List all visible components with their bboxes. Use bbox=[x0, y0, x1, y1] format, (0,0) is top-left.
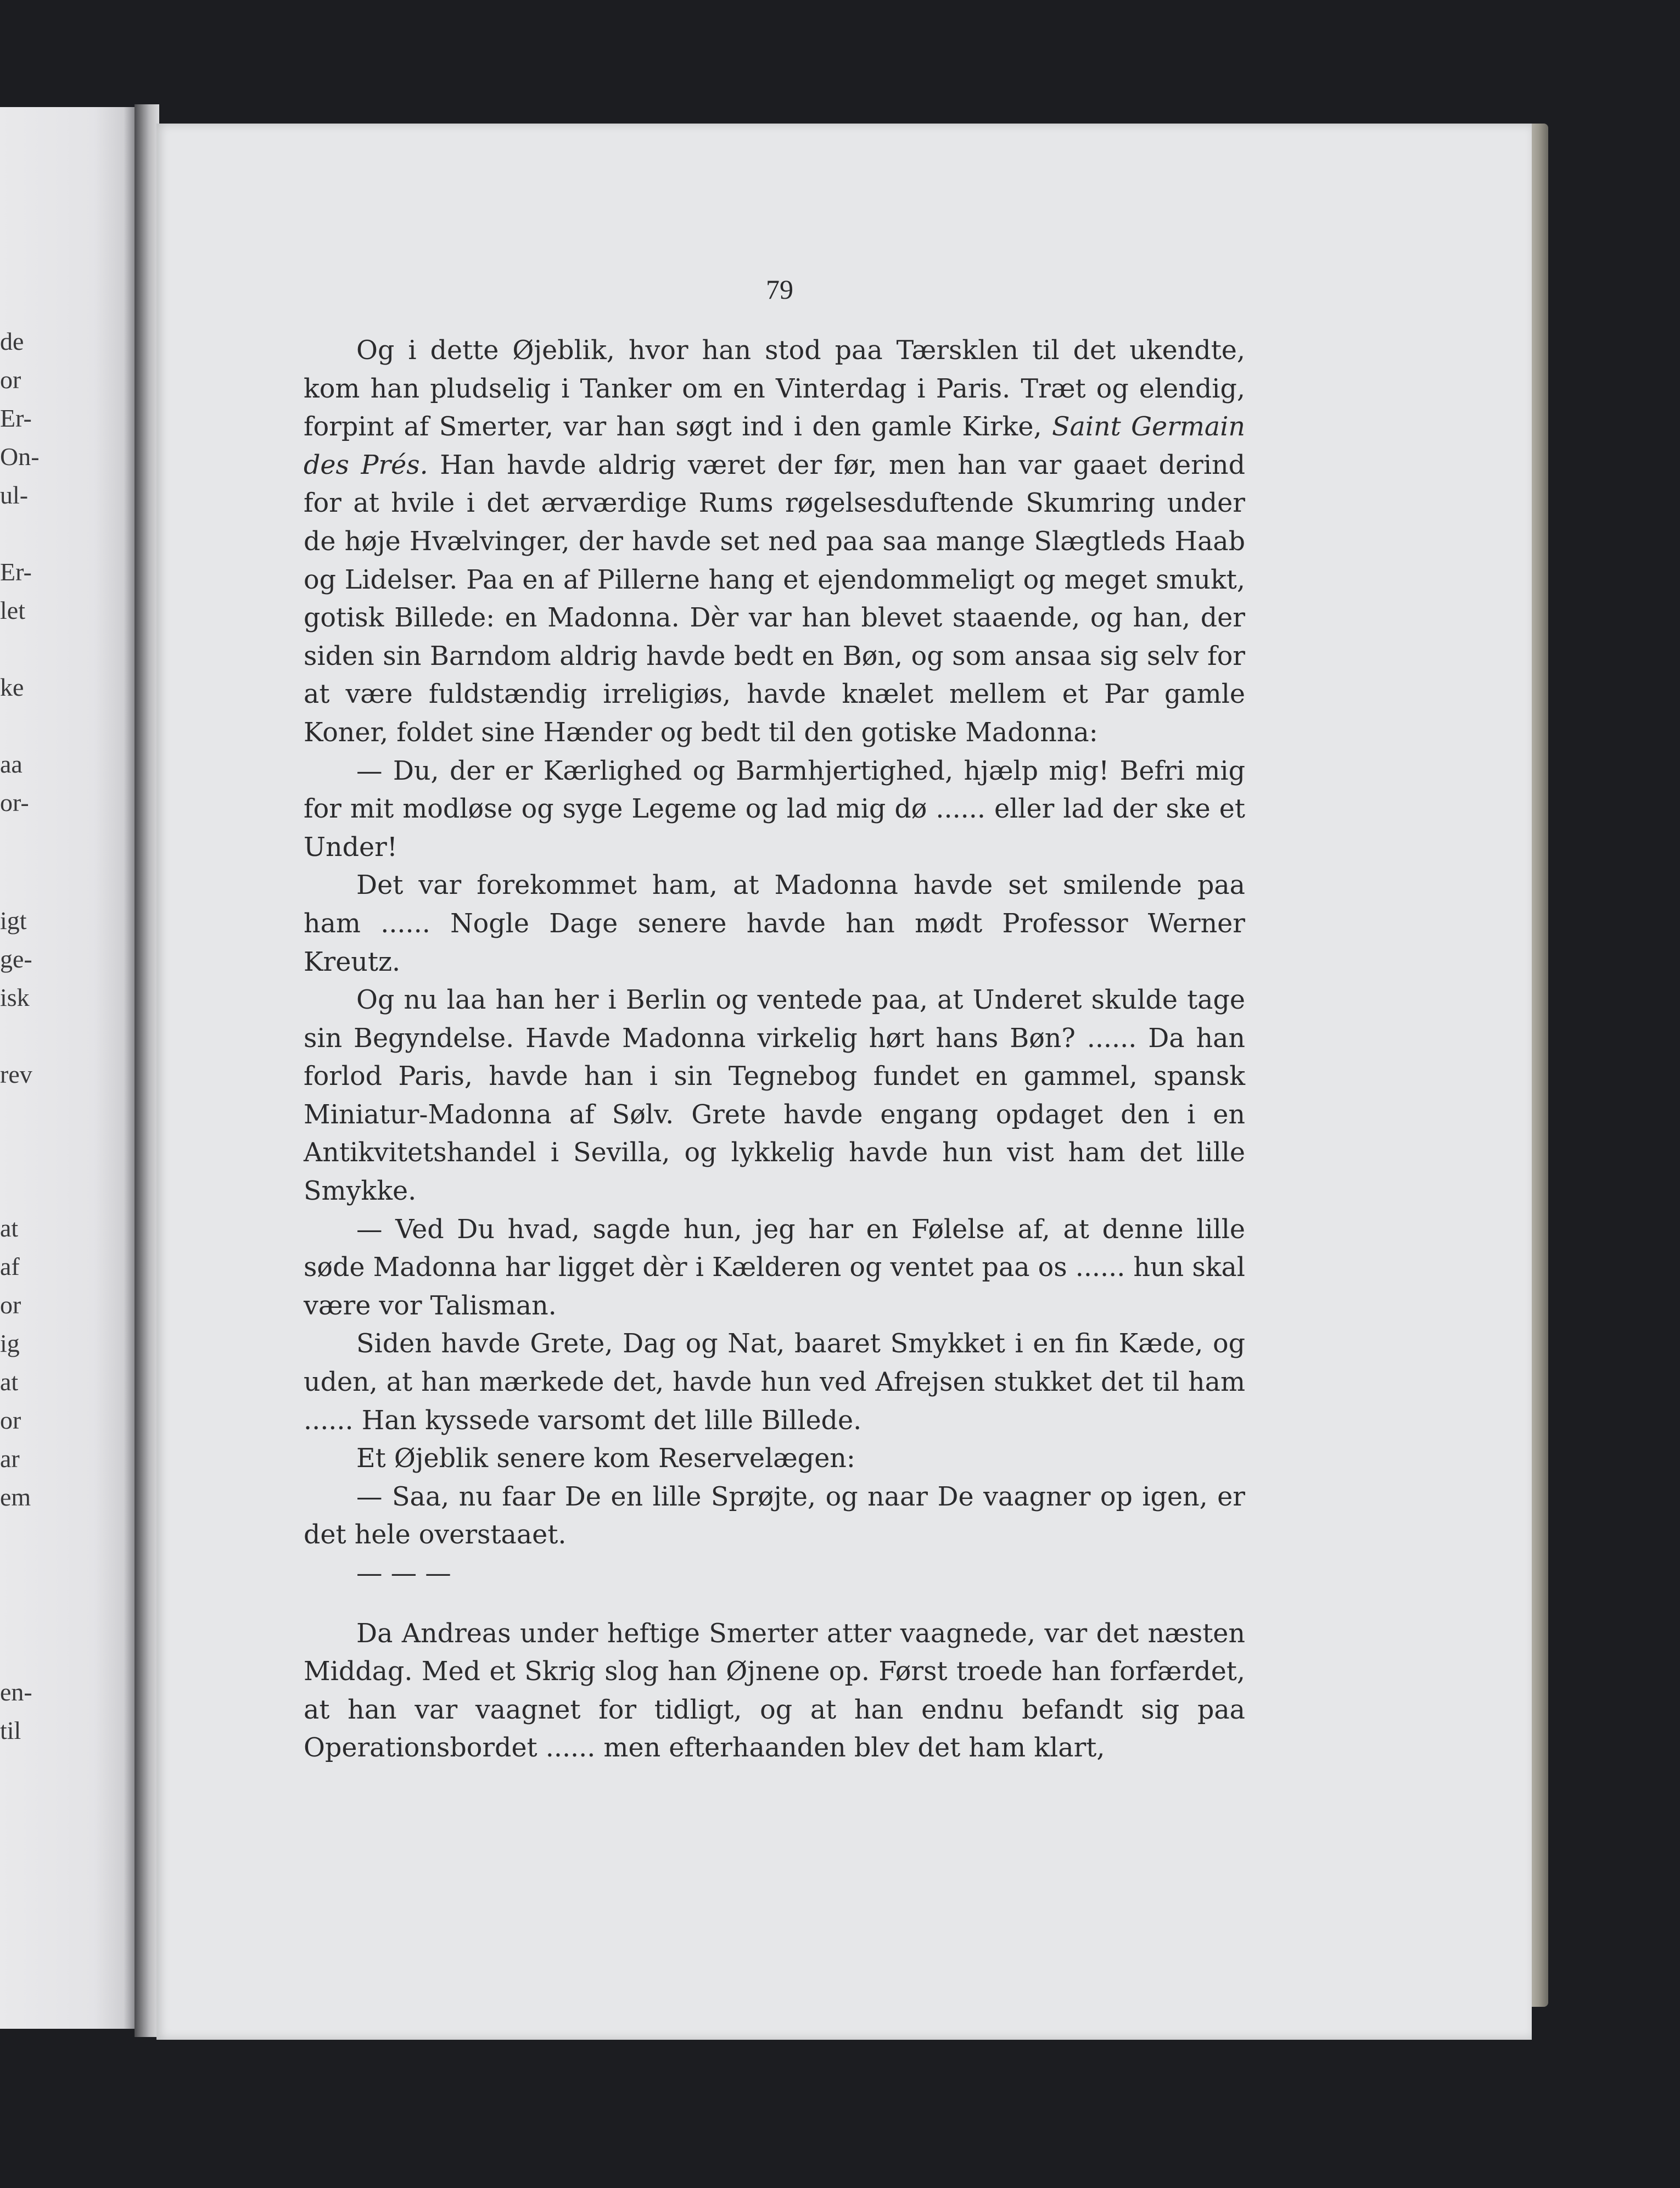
paragraph: Siden havde Grete, Dag og Nat, baaret Smykket i en fin Kæde, og uden, at han mærkede det, havde hun ved Afrejsen stukket det til ham ...... Han kyssede varsomt det lille Billede. bbox=[304, 1329, 1245, 1436]
italic-place-name: Saint Germain des Prés. bbox=[304, 412, 1245, 480]
paragraph: Og nu laa han her i Berlin og ventede paa, at Underet skulde tage sin Begyndelse. Havde Madonna virkelig hørt hans Bøn? ...... Da han forlod Paris, havde han i sin Tegnebog fundet en gammel, spansk Miniatur-Madonna af Sølv. Grete havde engang opdaget den i en Antikvitetshandel i Sevilla, og lykkelig havde hun vist ham det lille Smykke. bbox=[304, 985, 1245, 1207]
left-fragment: aa bbox=[0, 750, 23, 778]
paragraph: — Du, der er Kærlighed og Barmhjertighed, hjælp mig! Befri mig for mit modløse og syge Legeme og lad mig dø ...... eller lad der ske et Under! bbox=[304, 756, 1245, 863]
paragraph: Et Øjeblik senere kom Reservelægen: bbox=[356, 1443, 855, 1474]
left-fragment: af bbox=[0, 1252, 20, 1280]
paragraph: — Saa, nu faar De en lille Sprøjte, og naar De vaagner op igen, er det hele overstaaet. bbox=[304, 1481, 1245, 1551]
left-fragment: en- bbox=[0, 1678, 32, 1706]
left-fragment: igt bbox=[0, 906, 27, 934]
paragraph bbox=[304, 332, 1245, 752]
left-fragment: let bbox=[0, 596, 25, 624]
left-fragment: ul- bbox=[0, 481, 29, 509]
left-fragment: at bbox=[0, 1368, 19, 1396]
book-gutter bbox=[135, 104, 159, 2037]
paragraph-text: Og i dette Øjeblik, hvor han stod paa Tærsklen til det ukendte, kom han pludselig i Tanker om en Vinterdag i Paris. Træt og elendig, forpint af Smerter, var han søgt ind i den gamle Kirke, bbox=[304, 335, 1245, 443]
page-number: 79 bbox=[766, 274, 793, 305]
left-page-text-fragments bbox=[0, 107, 135, 2029]
paragraph-text: Han havde aldrig været der før, men han var gaaet derind for at hvile i det ærværdige Rums røgelsesduftende Skumring under de høje Hvælvinger, der havde set ned paa saa mange Slægtleds Haab og Lidelser. Paa en af Pillerne hang et ejendommeligt og meget smukt, gotisk Billede: en Madonna. Dèr var han blevet staaende, og han, der siden sin Barndom aldrig havde bedt en Bøn, og som ansaa sig selv for at være fuldstændig irreligiøs, havde knælet mellem et Par gamle Koner, foldet sine Hænder og bedt til den gotiske Madonna: bbox=[304, 450, 1246, 748]
left-fragment: or bbox=[0, 366, 21, 394]
left-fragment: ig bbox=[0, 1329, 20, 1357]
left-fragment: de bbox=[0, 327, 24, 355]
left-fragment: isk bbox=[0, 983, 30, 1011]
body-text bbox=[304, 332, 1245, 1767]
left-fragment: or bbox=[0, 1291, 21, 1319]
left-fragment: or bbox=[0, 1406, 21, 1434]
left-fragment: or- bbox=[0, 788, 29, 816]
left-page bbox=[0, 107, 135, 2029]
left-fragment: On- bbox=[0, 443, 40, 471]
left-fragment: til bbox=[0, 1716, 21, 1744]
paragraph: Det var forekommet ham, at Madonna havde set smilende paa ham ...... Nogle Dage senere havde han mødt Professor Werner Kreutz. bbox=[304, 870, 1245, 977]
paragraph: Da Andreas under heftige Smerter atter vaagnede, var det næsten Middag. Med et Skrig slog han Øjnene op. Først troede han forfærdet, at han var vaagnet for tidligt, og at han endnu befandt sig paa Operationsbordet ...... men efterhaanden blev det ham klart, bbox=[304, 1618, 1245, 1764]
paragraph: — Ved Du hvad, sagde hun, jeg har en Følelse af, at denne lille søde Madonna har ligget dèr i Kælderen og ventet paa os ...... hun skal være vor Talisman. bbox=[304, 1214, 1245, 1321]
left-fragment: rev bbox=[0, 1060, 32, 1088]
left-fragment: ar bbox=[0, 1445, 20, 1473]
left-fragment: Er- bbox=[0, 558, 32, 586]
left-fragment: ge- bbox=[0, 945, 32, 973]
left-fragment: at bbox=[0, 1214, 19, 1242]
left-fragment: ke bbox=[0, 673, 24, 701]
section-separator: — — — bbox=[356, 1558, 451, 1588]
left-fragment: em bbox=[0, 1483, 31, 1511]
left-fragment: Er- bbox=[0, 404, 32, 432]
